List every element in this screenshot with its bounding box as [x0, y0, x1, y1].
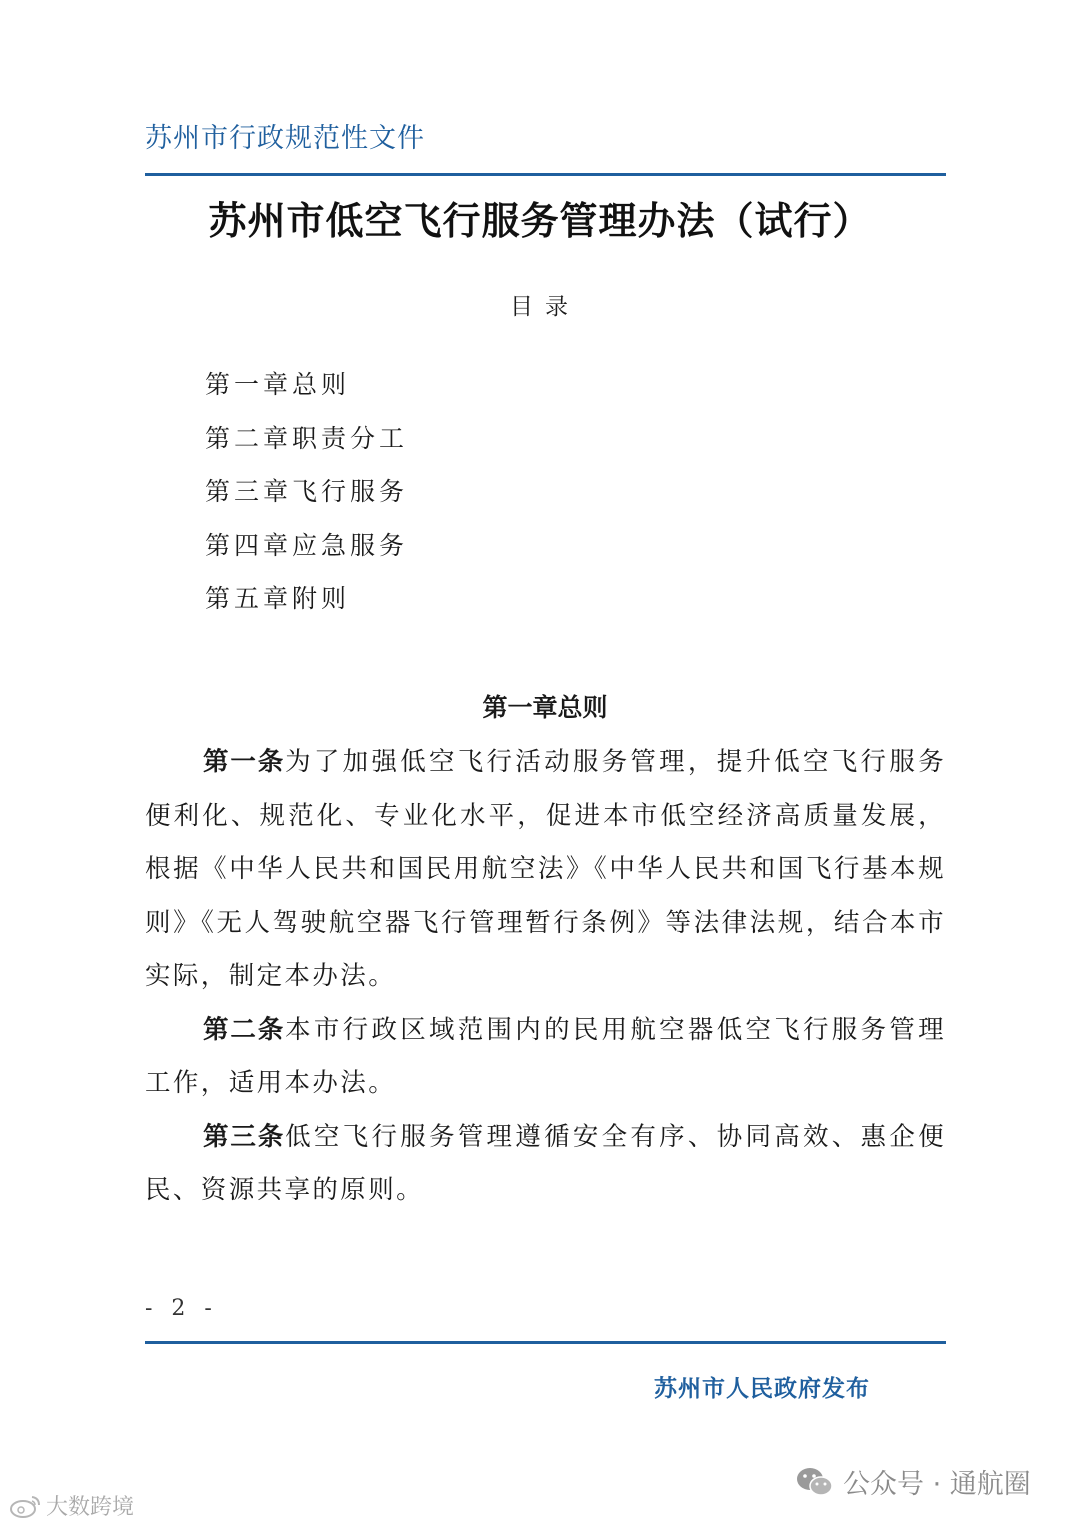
article-paragraph — [145, 736, 946, 1004]
document-category-label: 苏州市行政规范性文件 — [145, 123, 425, 154]
header-divider — [145, 173, 946, 176]
article-paragraph — [145, 1004, 946, 1111]
article-text: 为了加强低空飞行活动服务管理，提升低空飞行服务便利化、规范化、专业化水平，促进本市低空经济高质量发展，根据《中华人民共和国民用航空法》《中华人民共和国飞行基本规则》《无人驾驶航空器飞行管理暂行条例》等法律法规，结合本市实际，制定本办法。 — [145, 747, 946, 991]
chapter-heading: 第一章总则 — [482, 693, 608, 722]
wechat-icon — [795, 1465, 835, 1499]
toc-item: 第五章附则 — [205, 584, 351, 613]
article-label: 第三条 — [203, 1121, 286, 1152]
toc-item: 第三章飞行服务 — [205, 477, 409, 506]
toc-item: 第二章职责分工 — [205, 423, 409, 453]
table-of-contents — [205, 366, 408, 634]
chapter-body — [145, 736, 946, 1218]
publisher-label: 苏州市人民政府发布 — [654, 1375, 870, 1402]
article-label: 第二条 — [203, 1014, 286, 1045]
article-label: 第一条 — [203, 747, 286, 777]
toc-item: 第一章总则 — [205, 370, 351, 399]
watermark-right — [795, 1462, 1031, 1501]
toc-item: 第四章应急服务 — [205, 530, 409, 560]
footer-divider — [145, 1341, 946, 1344]
toc-heading: 目录 — [510, 294, 580, 320]
page-number: - 2 - — [145, 1296, 218, 1321]
watermark-right-text: 公众号 · 通航圈 — [843, 1469, 1031, 1500]
watermark-left-text: 大数跨境 — [46, 1495, 135, 1520]
document-title: 苏州市低空飞行服务管理办法（试行） — [208, 198, 872, 243]
article-paragraph — [145, 1111, 946, 1218]
article-text: 低空飞行服务管理遵循安全有序、协同高效、惠企便民、资源共享的原则。 — [145, 1121, 946, 1205]
watermark-left — [8, 1490, 134, 1521]
weibo-icon — [8, 1492, 44, 1520]
article-text: 本市行政区域范围内的民用航空器低空飞行服务管理工作，适用本办法。 — [145, 1014, 946, 1098]
